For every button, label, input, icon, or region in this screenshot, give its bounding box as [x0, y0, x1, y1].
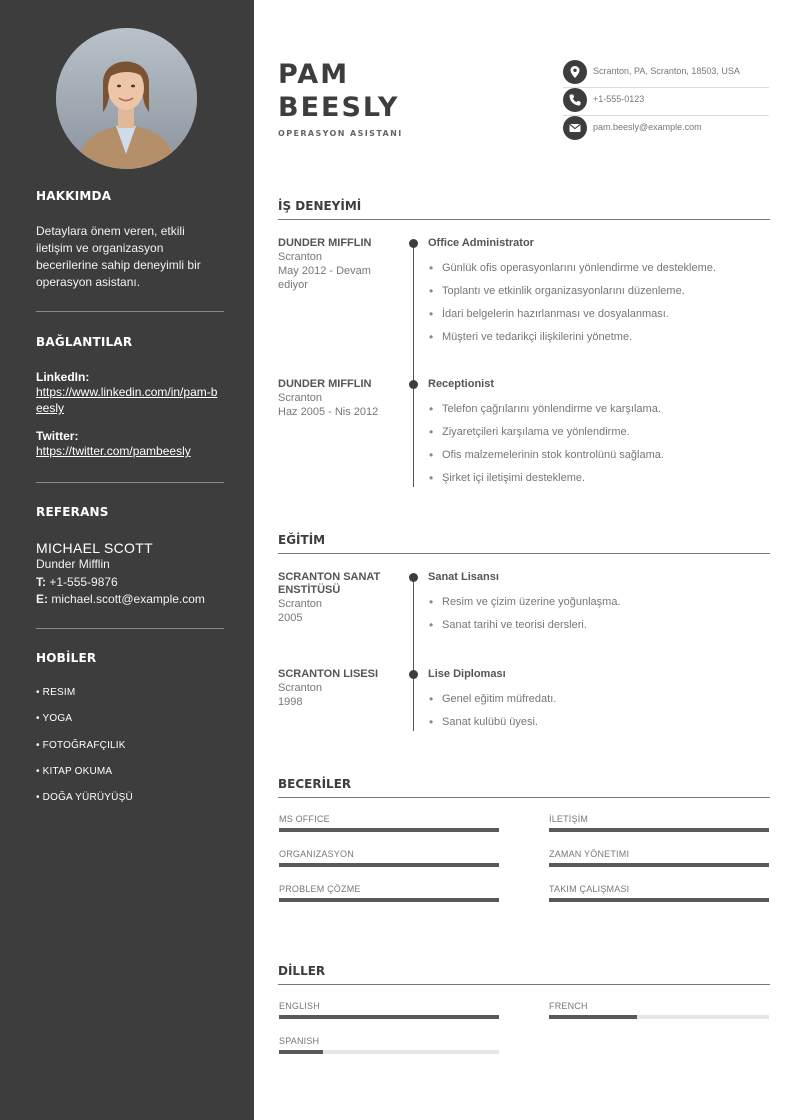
hobbies-title: HOBİLER [36, 651, 97, 665]
duty-item: • Ofis malzemelerinin stok kontrolünü sağlama. [428, 449, 768, 472]
job-dates: Haz 2005 - Nis 2012 [278, 406, 379, 418]
divider [36, 311, 224, 312]
duty-list [428, 262, 768, 354]
skill-bar-fill [549, 828, 769, 832]
education-timeline [413, 577, 414, 731]
language-item [279, 1001, 499, 1019]
linkedin-link[interactable]: https://www.linkedin.com/in/pam-beesly [36, 385, 218, 415]
hobby-list [36, 687, 224, 818]
skill-item [549, 849, 769, 867]
hobbies-section [36, 651, 224, 818]
skill-bar [549, 863, 769, 867]
location-pin-icon [563, 60, 587, 84]
course-item: • Genel eğitim müfredatı. [428, 693, 768, 716]
duty-item: • Ziyaretçileri karşılama ve yönlendirme. [428, 426, 768, 449]
school-year: 1998 [278, 696, 303, 708]
reference-title: REFERANS [36, 505, 109, 519]
position-title: Office Administrator [428, 237, 534, 249]
skill-bar-fill [549, 898, 769, 902]
link-linkedin [36, 370, 224, 416]
full-name [278, 58, 399, 124]
school-year: 2005 [278, 612, 303, 624]
language-bar [279, 1015, 499, 1019]
phone-text: +1-555-0123 [593, 94, 645, 104]
course-list [428, 693, 768, 739]
school-city: Scranton [278, 598, 323, 610]
about-title: HAKKIMDA [36, 189, 112, 203]
school-city: Scranton [278, 682, 323, 694]
reference-phone [36, 574, 224, 591]
skill-bar [279, 828, 499, 832]
link-label: LinkedIn: [36, 370, 90, 384]
skill-name: MS OFFICE [279, 814, 330, 824]
school-name: SCRANTON SANAT ENSTİTÜSÜ [278, 571, 381, 596]
contact-email [563, 116, 769, 144]
skill-name: PROBLEM ÇÖZME [279, 884, 361, 894]
reference-name: MICHAEL SCOTT [36, 540, 153, 556]
experience-title: İŞ DENEYİMİ [278, 199, 770, 220]
education-title: EĞİTİM [278, 533, 770, 554]
skill-bar-fill [549, 863, 769, 867]
skill-item [549, 884, 769, 902]
skills-title: BECERİLER [278, 777, 770, 798]
reference-phone-value: +1-555-9876 [49, 575, 118, 589]
divider [36, 628, 224, 629]
links-title: BAĞLANTILAR [36, 335, 133, 349]
course-item: • Resim ve çizim üzerine yoğunlaşma. [428, 596, 768, 619]
duty-list [428, 403, 768, 495]
language-bar [279, 1050, 499, 1054]
company-name: DUNDER MIFFLIN [278, 237, 372, 249]
hobby-item: • DOĞA YÜRÜYÜŞÜ [36, 792, 133, 804]
skill-item [549, 814, 769, 832]
skill-bar-fill [279, 828, 499, 832]
language-name: SPANISH [279, 1036, 320, 1046]
hobby-item: • YOGA [36, 713, 73, 725]
company-city: Scranton [278, 251, 323, 263]
language-item [549, 1001, 769, 1019]
language-bar-fill [549, 1015, 637, 1019]
hobby-item: • KITAP OKUMA [36, 765, 113, 777]
skill-name: ORGANIZASYON [279, 849, 354, 859]
email-icon [563, 116, 587, 140]
language-name: ENGLISH [279, 1001, 320, 1011]
phone-label: T: [36, 575, 46, 589]
address-text: Scranton, PA, Scranton, 18503, USA [593, 66, 740, 76]
language-bar-fill [279, 1015, 499, 1019]
reference-email [36, 591, 224, 608]
last-name: BEESLY [278, 92, 400, 123]
duty-item: • Toplantı ve etkinlik organizasyonlarını düzenleme. [428, 285, 768, 308]
twitter-link[interactable]: https://twitter.com/pambeesly [36, 444, 191, 458]
email-label: E: [36, 592, 48, 606]
skill-name: TAKIM ÇALIŞMASI [549, 884, 630, 894]
duty-item: • İdari belgelerin hazırlanması ve dosyalanması. [428, 308, 768, 331]
degree-title: Sanat Lisansı [428, 571, 499, 583]
skill-item [279, 849, 499, 867]
skill-bar [549, 898, 769, 902]
language-item [279, 1036, 499, 1054]
timeline-dot [409, 670, 418, 679]
job-dates: May 2012 - Devam ediyor [278, 265, 371, 291]
skill-bar [549, 828, 769, 832]
skill-bar [279, 863, 499, 867]
duty-item: • Telefon çağrılarını yönlendirme ve karşılama. [428, 403, 768, 426]
hobby-item: • RESIM [36, 687, 76, 698]
skill-bar-fill [279, 898, 499, 902]
contact-phone [563, 88, 769, 116]
course-item: • Sanat kulübü üyesi. [428, 716, 768, 739]
course-list [428, 596, 768, 642]
skill-name: ZAMAN YÖNETIMI [549, 849, 630, 859]
language-name: FRENCH [549, 1001, 588, 1011]
skill-bar-fill [279, 863, 499, 867]
course-item: • Sanat tarihi ve teorisi dersleri. [428, 619, 768, 642]
phone-icon [563, 88, 587, 112]
links-section [36, 335, 224, 459]
duty-item: • Şirket içi iletişimi destekleme. [428, 472, 768, 495]
profile-photo [56, 28, 197, 169]
duty-item: • Günlük ofis operasyonlarını yönlendirme ve destekleme. [428, 262, 768, 285]
school-name: SCRANTON LISESI [278, 668, 379, 680]
link-label: Twitter: [36, 429, 79, 443]
reference-company: Dunder Mifflin [36, 557, 110, 571]
divider [36, 482, 224, 483]
duty-item: • Müşteri ve tedarikçi ilişkilerini yönetme. [428, 331, 768, 354]
link-twitter [36, 429, 224, 459]
about-text: Detaylara önem veren, etkili iletişim ve organizasyon becerilerine sahip deneyimli bir operasyon asistanı. [36, 224, 201, 289]
language-bar-fill [279, 1050, 323, 1054]
degree-title: Lise Diploması [428, 668, 506, 680]
skill-item [279, 884, 499, 902]
timeline-dot [409, 380, 418, 389]
experience-timeline [413, 243, 414, 487]
first-name: PAM [278, 59, 350, 90]
skill-name: İLETİŞİM [549, 814, 589, 824]
timeline-dot [409, 239, 418, 248]
languages-title: DİLLER [278, 964, 770, 985]
skill-item [279, 814, 499, 832]
email-text: pam.beesly@example.com [593, 122, 702, 132]
experience-entry-1 [278, 237, 398, 292]
position-title: Receptionist [428, 378, 495, 390]
skill-bar [279, 898, 499, 902]
education-entry-2 [278, 668, 398, 709]
language-bar [549, 1015, 769, 1019]
experience-entry-2 [278, 378, 398, 419]
reference-section [36, 505, 224, 608]
contact-address [563, 60, 769, 88]
sidebar [0, 0, 254, 1120]
company-name: DUNDER MIFFLIN [278, 378, 372, 390]
hobby-item: • FOTOĞRAFÇILIK [36, 739, 126, 751]
about-section [36, 189, 224, 291]
education-entry-1 [278, 571, 398, 625]
timeline-dot [409, 573, 418, 582]
job-title: OPERASYON ASISTANI [278, 129, 403, 138]
company-city: Scranton [278, 392, 323, 404]
reference-email-value: michael.scott@example.com [51, 592, 205, 606]
